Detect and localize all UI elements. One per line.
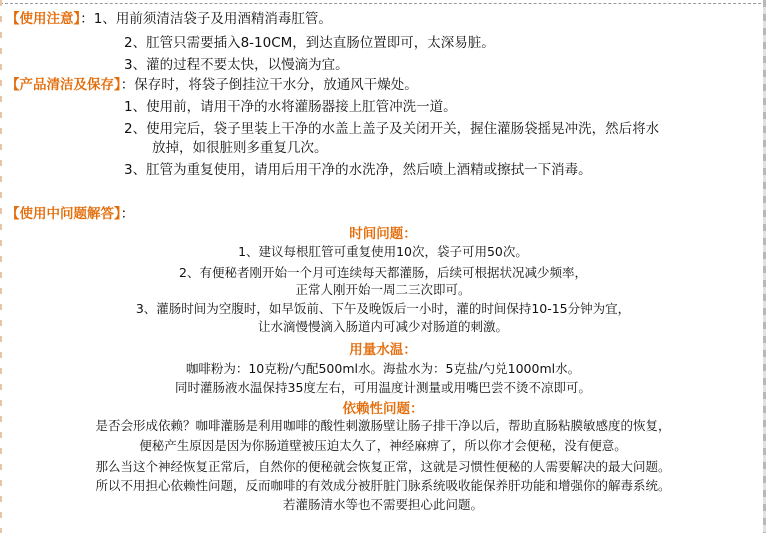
cleaning-intro: ：保存时，将袋子倒挂泣干水分，放通风干燥处。 [120, 77, 418, 93]
time-line-5: 让水滴慢慢滴入肠道内可减少对肠道的刺激。 [257, 319, 508, 334]
time-line-3: 正常人刚开始一周二三次即可。 [295, 282, 471, 297]
dosage-line-2: 同时灌肠液水温保持35度左右，可用温度计测量或用嘴巴尝不烫不凉即可。 [175, 380, 591, 395]
cleaning-heading: 【产品清洁及保存】 [6, 77, 121, 93]
usage-heading: 【使用注意】 [6, 11, 81, 27]
cleaning-item-2: 2、使用完后，袋子里装上干净的水盖上盖子及关闭开关，握住灌肠袋摇晃冲洗，然后将水 [124, 121, 660, 137]
usage-item-3: 3、灌的过程不要太快，以慢滴为宜。 [124, 57, 349, 73]
time-question-title: 时间问题： [349, 226, 417, 242]
usage-heading-line [6, 10, 332, 28]
dosage-title: 用量水温： [349, 342, 417, 358]
faq-heading-colon: ： [120, 206, 135, 222]
cleaning-item-3: 3、肛管为重复使用，请用后用干净的水洗净，然后喷上酒精或擦拭一下消毒。 [124, 162, 592, 178]
time-line-1: 1、建议每根肛管可重复使用10次，袋子可用50次。 [238, 244, 528, 259]
time-line-4: 3、灌肠时间为空腹时，如早饭前、下午及晚饭后一小时，灌的时间保持10-15分钟为宜， [135, 301, 631, 316]
faq-heading-line [6, 205, 134, 223]
top-dashed-border [0, 3, 766, 4]
dependence-line-4: 所以不用担心依赖性问题，反而咖啡的有效成分被肝脏门脉系统吸收能保养肝功能和增强你的解毒系统。 [95, 478, 671, 493]
dependence-line-1: 是否会形成依赖？咖啡灌肠是利用咖啡的酸性刺激肠壁让肠子排干净以后，帮助直肠粘膜敏感度的恢复， [95, 418, 671, 433]
time-line-2: 2、有便秘者刚开始一个月可连续每天都灌肠，后续可根据状况减少频率， [179, 265, 587, 280]
dependence-title: 依赖性问题： [342, 401, 424, 417]
dependence-line-3: 那么当这个神经恢复正常后，自然你的便秘就会恢复正常，这就是习惯性便秘的人需要解决的最大问题。 [95, 459, 671, 474]
cleaning-heading-line [6, 76, 418, 94]
cleaning-item-1: 1、使用前，请用干净的水将灌肠器接上肛管冲洗一道。 [124, 99, 457, 115]
dependence-line-2: 便秘产生原因是因为你肠道壁被压迫太久了，神经麻痹了，所以你才会便秘，没有便意。 [139, 438, 627, 453]
dosage-line-1: 咖啡粉为：10克粉/勺配500ml水。海盐水为：5克盐/勺兑1000ml水。 [185, 361, 581, 376]
cleaning-item-2-cont: 放掉，如很脏则多重复几次。 [152, 140, 328, 156]
usage-item-2: 2、肛管只需要插入8-10CM，到达直肠位置即可，太深易脏。 [124, 35, 495, 51]
faq-heading: 【使用中问题解答】 [6, 206, 121, 222]
dependence-line-5: 若灌肠清水等也不需要担心此问题。 [282, 497, 483, 512]
usage-item-1: ：1、用前须清洁袋子及用酒精消毒肛管。 [80, 11, 332, 27]
